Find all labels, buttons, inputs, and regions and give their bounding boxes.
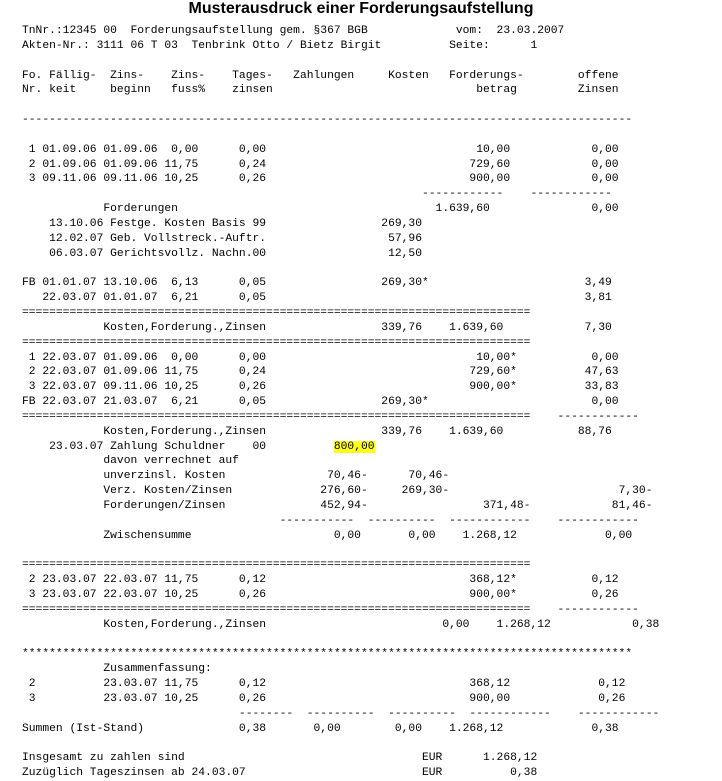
report-line [22,172,659,187]
report-line-text: ------------ ------------ [22,188,612,201]
report-line [22,751,659,766]
report-body [22,24,659,781]
report-line-text: 06.03.07 Gerichtsvollz. Nachn.00 12,50 [22,247,422,260]
report-line-text: =========================================================================== ------------ [22,603,639,616]
report-line [22,558,659,573]
report-line-text: 2 23.03.07 22.03.07 11,75 0,12 368,12* 0,12 [22,574,619,587]
report-line [22,128,659,143]
report-line [22,217,659,232]
report-line-text: FB 01.01.07 13.10.06 6,13 0,05 269,30* 3,49 [22,277,612,290]
report-line [22,395,659,410]
report-line [22,677,659,692]
report-line [22,469,659,484]
report-line [22,588,659,603]
report-line [22,618,659,633]
report-line-text: TnNr.:12345 00 Forderungsaufstellung gem. §367 BGB vom: 23.03.2007 [22,25,565,37]
report-line [22,24,659,39]
report-line [22,39,659,54]
report-line [22,83,659,98]
report-line-text: Akten-Nr.: 3111 06 T 03 Tenbrink Otto / Bietz Birgit Seite: 1 [22,39,538,52]
report-line-text: Nr. keit beginn fuss% zinsen betrag Zinsen [22,84,619,97]
payment-amount-highlight: 800,00 [333,440,375,453]
report-line-text: 2 22.03.07 01.09.06 11,75 0,24 729,60* 47,63 [22,366,619,379]
report-line-text: =========================================================================== ------------ [22,410,639,423]
report-line-text: ----------- ---------- ------------ ------------ [22,514,639,527]
report-line-text: ------------------------------------------------------------------------------------------ [22,114,633,127]
report-line-text: =========================================================================== [22,559,531,572]
report-line-text: 1 22.03.07 01.09.06 0,00 0,00 10,00* 0,00 [22,351,619,364]
report-line-text: Forderungen 1.639,60 0,00 [22,203,619,216]
report-line [22,707,659,722]
report-line-text: Kosten,Forderung.,Zinsen 339,76 1.639,60 7,30 [22,321,612,334]
report-line-text: =========================================================================== [22,336,531,349]
report-line [22,499,659,514]
report-line-text: Zuzüglich Tageszinsen ab 24.03.07 EUR 0,38 [22,767,538,780]
report-line-text: 1 01.09.06 01.09.06 0,00 0,00 10,00 0,00 [22,143,619,156]
report-line [22,247,659,262]
report-line [22,380,659,395]
report-line [22,158,659,173]
report-line [22,514,659,529]
report-line-text: 22.03.07 01.01.07 6,21 0,05 3,81 [22,292,612,305]
report-line-text: =========================================================================== [22,307,531,320]
report-line [22,306,659,321]
report-line [22,484,659,499]
report-line [22,262,659,277]
report-line-text: Zwischensumme 0,00 0,00 1.268,12 0,00 [22,529,633,542]
report-line [22,54,659,69]
report-line [22,692,659,707]
report-line-text: FB 22.03.07 21.03.07 6,21 0,05 269,30* 0,00 [22,396,619,409]
report-line-text: unverzinsl. Kosten 70,46- 70,46- [22,470,450,483]
report-line [22,98,659,113]
report-line-text: ****************************************************************************************** [22,648,633,661]
report-line [22,544,659,559]
report-line-text: 2 23.03.07 11,75 0,12 368,12 0,12 [22,678,626,691]
report-line [22,232,659,247]
report-line [22,633,659,648]
report-line-text: Verz. Kosten/Zinsen 276,60- 269,30- 7,30- [22,485,653,498]
report-line [22,291,659,306]
report-line [22,69,659,84]
document-title: Musterausdruck einer Forderungsaufstellung [188,0,534,17]
report-line-text: 3 22.03.07 09.11.06 10,25 0,26 900,00* 33,83 [22,381,619,394]
report-line-text: davon verrechnet auf [22,455,239,468]
report-line [22,766,659,781]
report-line [22,573,659,588]
report-line [22,454,659,469]
report-line-text: Fo. Fällig- Zins- Zins- Tages- Zahlungen Kosten Forderungs- offene [22,69,619,82]
report-line [22,722,659,737]
report-line [22,662,659,677]
report-line-text: Kosten,Forderung.,Zinsen 0,00 1.268,12 0,38 [22,618,660,631]
report-line-text: Summen (Ist-Stand) 0,38 0,00 0,00 1.268,12 0,38 [22,722,619,735]
report-line-text: Forderungen/Zinsen 452,94- 371,48- 81,46- [22,500,653,512]
report-line [22,202,659,217]
report-line [22,143,659,158]
report-line [22,410,659,425]
report-line-text: Kosten,Forderung.,Zinsen 339,76 1.639,60 88,76 [22,425,612,438]
report-line [22,113,659,128]
report-line-text: Insgesamt zu zahlen sind EUR 1.268,12 [22,752,538,765]
report-line [22,321,659,336]
report-line [22,440,659,455]
report-line-text: -------- ---------- ---------- ------------ ------------ [22,707,660,720]
report-line-text: 23.03.07 Zahlung Schuldner 00 [22,440,334,453]
report-line [22,365,659,380]
report-line-text: 3 09.11.06 09.11.06 10,25 0,26 900,00 0,00 [22,173,619,186]
report-line [22,187,659,202]
report-line [22,425,659,440]
report-line [22,276,659,291]
report-line-text: 13.10.06 Festge. Kosten Basis 99 269,30 [22,217,422,230]
report-line-text: 2 01.09.06 01.09.06 11,75 0,24 729,60 0,00 [22,158,619,171]
report-line [22,737,659,752]
report-line [22,336,659,351]
report-line [22,351,659,366]
report-line-text: 3 23.03.07 10,25 0,26 900,00 0,26 [22,692,626,705]
report-line-text: 3 23.03.07 22.03.07 10,25 0,26 900,00* 0,26 [22,589,619,602]
report-line [22,647,659,662]
report-line [22,603,659,618]
report-line [22,529,659,544]
report-line-text: 12.02.07 Geb. Vollstreck.-Auftr. 57,96 [22,232,422,245]
report-line-text: Zusammenfassung: [22,663,212,676]
